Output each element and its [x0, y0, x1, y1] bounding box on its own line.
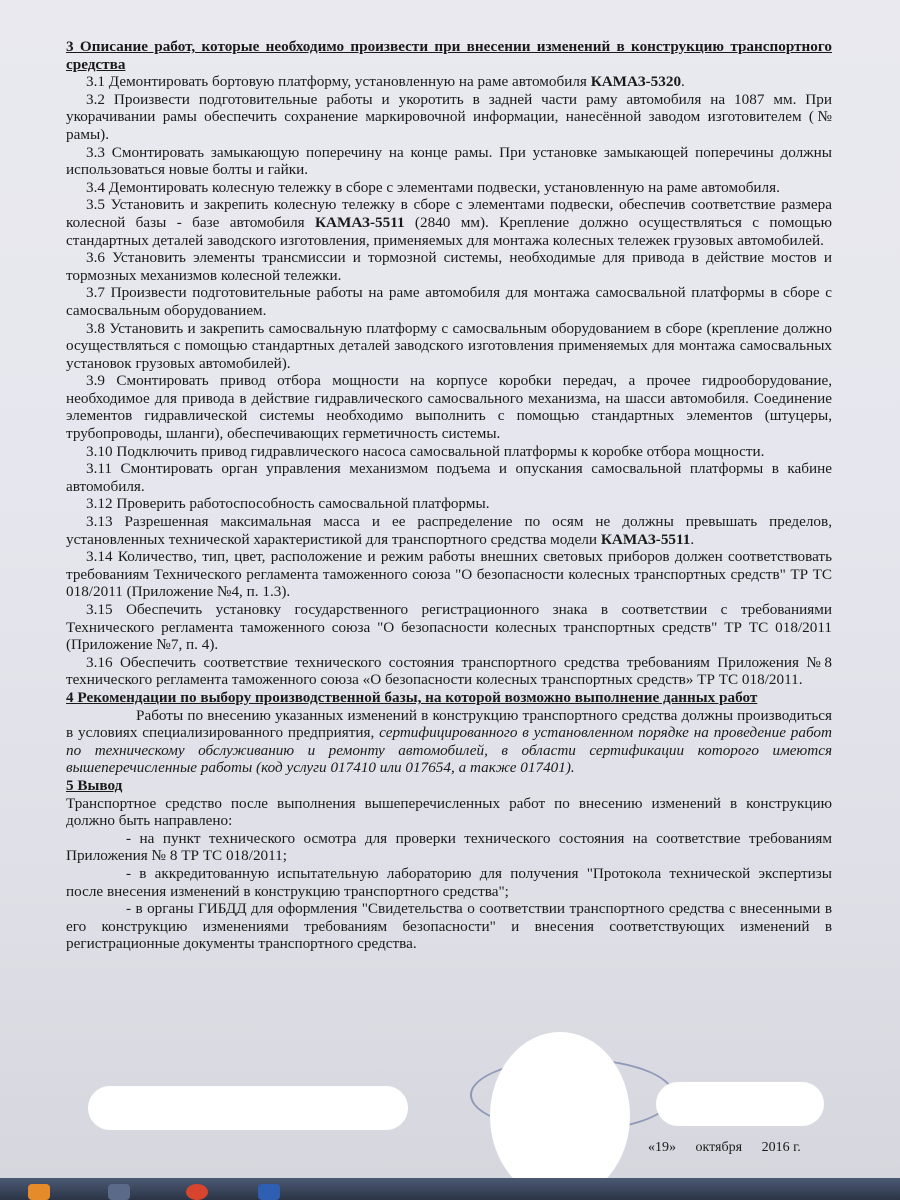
- item-text: Обеспечить установку государственного регистрационного знака в соответствии с требованиями Технического регламента таможенного союза "О безопасности колесных транспортных средств" ТР ТС 018/2011 (Приложение №7, п. 4).: [66, 601, 832, 654]
- section-5-intro: Транспортное средство после выполнения вышеперечисленных работ по внесению изменений в конструкцию должно быть направлено:: [66, 794, 832, 830]
- document-date: [648, 1140, 817, 1156]
- item-bold-text: КАМАЗ-5511: [600, 530, 691, 548]
- section-5-item: - в аккредитованную испытательную лабораторию для получения "Протокола технической экспертизы после внесения изменений в конструкцию транспортного средства";: [66, 864, 832, 900]
- item-text: Количество, тип, цвет, расположение и режим работы внешних световых приборов должен соответствовать требованиям Технического регламента таможенного союза "О безопасности колесных транспортных средств" ТР ТС 018/2011 (Приложение №4, п. 1.3).: [66, 548, 832, 601]
- item-number: 3.9: [86, 372, 105, 390]
- item-number: 3.13: [86, 513, 113, 531]
- item-text: Смонтировать привод отбора мощности на корпусе коробки передач, а прочее гидрооборудование, необходимое для привода в действие гидравлического самосвального механизма, на шасси автомобиля. Соединение элементов гидравлической системы необходимо выполнить с помощью стандартных элементов (штуцеры, трубопроводы, шланги), обеспечивающих герметичность системы.: [66, 372, 832, 443]
- document-body: [66, 38, 832, 953]
- section-5-items: [66, 830, 832, 953]
- section-4-text: [66, 707, 832, 777]
- section-3-item: [66, 144, 832, 179]
- section-3-item: [66, 548, 832, 601]
- date-day: «19»: [648, 1140, 676, 1155]
- section-4-text-italic: сертифицированного в установленном порядке на проведение работ по техническому обслуживанию и ремонту автомобилей, в области сертификации которого имеются вышеперечисленные работы (код услуги 017410 или 017654, а также 017401).: [66, 724, 832, 777]
- section-3-item: [66, 460, 832, 495]
- date-month: октября: [695, 1140, 743, 1155]
- item-number: 3.1: [86, 73, 105, 91]
- item-number: 3.10: [86, 442, 113, 460]
- redaction-name: [656, 1082, 824, 1126]
- item-text-after: (2840 мм). Крепление должно осуществляться с помощью стандартных деталей заводского изготовления, применяемых для монтажа колесных тележек грузовых автомобилей.: [66, 213, 832, 249]
- item-number: 3.3: [86, 143, 105, 161]
- item-text: Смонтировать орган управления механизмом подъема и опускания самосвальной платформы в кабине автомобиля.: [66, 460, 833, 495]
- item-number: 3.12: [86, 495, 113, 513]
- item-text: Произвести подготовительные работы и укоротить в задней части раму автомобиля на 1087 мм. При укорачивании рамы обеспечить сохранение маркировочной информации, нанесённой заводом изготовителем (№ рамы).: [66, 90, 832, 143]
- section-5-item: - в органы ГИБДД для оформления "Свидетельства о соответствии транспортного средства с внесенными в его конструкцию изменениями требованиям безопасности" и внесения соответствующих изменений в регистрационные документы транспортного средства.: [66, 900, 832, 953]
- item-number: 3.15: [86, 601, 113, 618]
- section-3-item: [66, 372, 832, 442]
- item-bold-text: КАМАЗ-5511: [315, 213, 405, 231]
- item-text: Установить элементы трансмиссии и тормозной системы, необходимые для привода в действие мостов и тормозных механизмов колесной тележки.: [66, 249, 832, 284]
- item-text: Обеспечить соответствие технического состояния транспортного средства требованиям Приложения №8 технического регламента таможенного союза «О безопасности колесных транспортных средств» ТР ТС 018/2011.: [66, 653, 833, 689]
- item-number: 3.7: [86, 284, 105, 302]
- item-text: Произвести подготовительные работы на раме автомобиля для монтажа самосвальной платформы в сборе с самосвальным оборудованием.: [66, 284, 832, 319]
- section-3-item: [66, 320, 832, 373]
- item-text: Разрешенная максимальная масса и ее распределение по осям не должны превышать пределов, установленных технической характеристикой для транспортного средства модели: [66, 513, 832, 548]
- section-3-item: [66, 91, 832, 144]
- section-3-item: [66, 443, 832, 461]
- section-3-item: [66, 601, 832, 654]
- item-text: Проверить работоспособность самосвальной платформы.: [116, 495, 490, 513]
- redaction-stamp: [490, 1032, 630, 1178]
- item-text: Подключить привод гидравлического насоса самосвальной платформы к коробке отбора мощности.: [116, 442, 765, 460]
- item-number: 3.14: [86, 548, 113, 566]
- taskbar: [0, 1178, 900, 1200]
- item-text: Смонтировать замыкающую поперечину на конце рамы. При установке замыкающей поперечины должны использоваться новые болты и гайки.: [66, 143, 833, 179]
- section-4-text-plain: Работы по внесению указанных изменений в конструкцию транспортного средства должны производиться в условиях специализированного предприятия,: [66, 706, 832, 742]
- item-number: 3.6: [86, 249, 105, 267]
- app-icon[interactable]: [108, 1184, 130, 1200]
- item-number: 3.5: [86, 196, 105, 214]
- section-3-item: [66, 284, 832, 319]
- item-number: 3.2: [86, 90, 105, 108]
- section-4-title: 4 Рекомендации по выбору производственной базы, на которой возможно выполнение данных работ: [66, 688, 758, 706]
- section-3-item: [66, 654, 832, 689]
- item-bold-text: КАМАЗ-5320: [590, 73, 682, 91]
- item-text-after: .: [690, 530, 695, 548]
- section-3-items: [66, 73, 832, 689]
- section-3-item: [66, 249, 832, 284]
- item-number: 3.8: [86, 319, 105, 337]
- section-3-item: [66, 179, 832, 197]
- item-text: Установить и закрепить колесную тележку в сборе с элементами подвески, обеспечив соответствие размера колесной базы - базе автомобиля: [66, 196, 832, 231]
- item-number: 3.4: [86, 178, 105, 196]
- item-text-after: .: [681, 73, 685, 91]
- section-3-title: 3 Описание работ, которые необходимо произвести при внесении изменений в конструкцию транспортного средства: [66, 38, 832, 73]
- date-year: 2016 г.: [761, 1140, 801, 1155]
- item-number: 3.16: [86, 653, 113, 671]
- browser-icon[interactable]: [186, 1184, 208, 1200]
- section-3-item: [66, 196, 832, 249]
- section-3-item: [66, 73, 832, 91]
- folder-icon[interactable]: [28, 1184, 50, 1200]
- item-number: 3.11: [86, 460, 113, 478]
- section-5-title: 5 Вывод: [66, 776, 123, 794]
- section-5-item: - на пункт технического осмотра для проверки технического состояния на соответствие требованиям Приложения № 8 ТР ТС 018/2011;: [66, 829, 832, 865]
- item-text: Демонтировать бортовую платформу, установленную на раме автомобиля: [108, 73, 591, 91]
- redaction-signature: [88, 1086, 408, 1130]
- section-3-item: [66, 513, 832, 548]
- item-text: Демонтировать колесную тележку в сборе с элементами подвески, установленную на раме автомобиля.: [108, 178, 780, 196]
- item-text: Установить и закрепить самосвальную платформу с самосвальным оборудованием в сборе (крепление должно осуществляться с помощью стандартных деталей заводского изготовления применяемых для монтажа самосвальных установок грузовых автомобилей).: [66, 319, 833, 372]
- section-3-item: [66, 495, 832, 513]
- word-icon[interactable]: [258, 1184, 280, 1200]
